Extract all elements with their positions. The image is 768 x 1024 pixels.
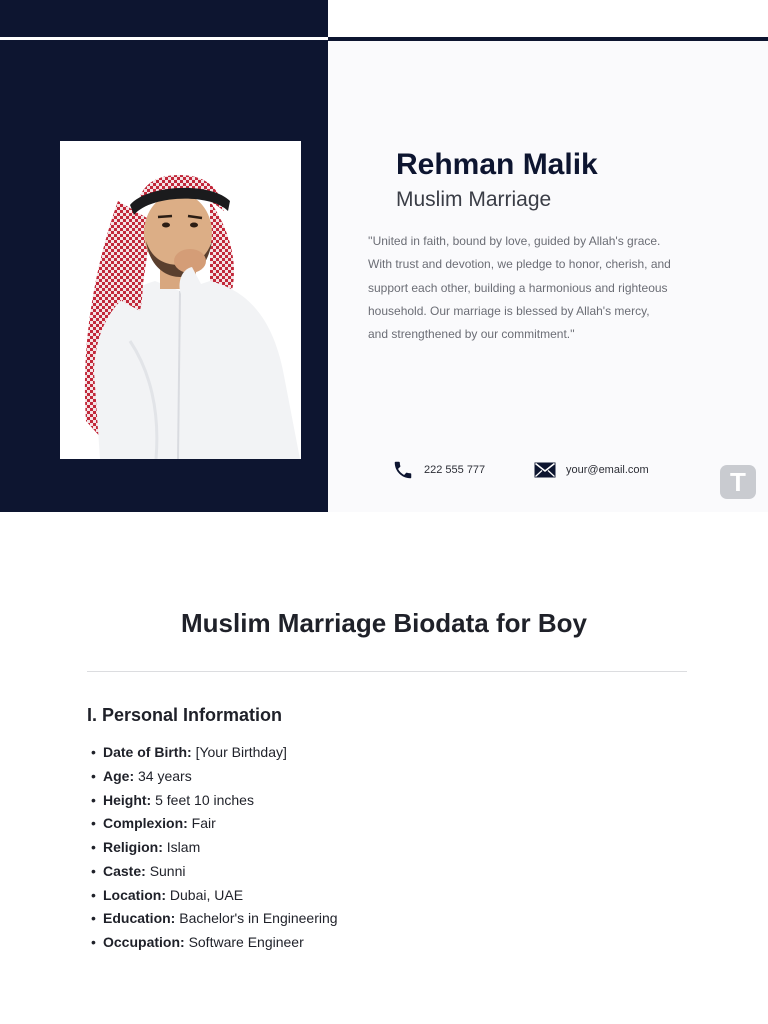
contact-phone[interactable] [392, 459, 485, 481]
list-item: • Height: 5 feet 10 inches [91, 791, 254, 808]
personal-info-list [91, 741, 338, 955]
list-item: • Education: Bachelor's in Engineering [91, 910, 338, 927]
document-title: Muslim Marriage Biodata for Boy [181, 608, 587, 638]
phone-icon [392, 459, 414, 481]
contact-email[interactable] [534, 459, 649, 481]
email-address: your@email.com [566, 464, 649, 476]
list-item: • Caste: Sunni [91, 862, 186, 879]
section-heading-personal-info: I. Personal Information [87, 705, 283, 725]
header-stripe-light [0, 37, 328, 40]
list-item: • Date of Birth: [Your Birthday] [91, 744, 287, 760]
list-item: • Age: 34 years [91, 767, 192, 784]
list-item: • Complexion: Fair [91, 815, 216, 832]
list-item: • Occupation: Software Engineer [91, 934, 304, 950]
list-item: • Location: Dubai, UAE [91, 886, 244, 903]
profile-quote: ''United in faith, bound by love, guided by Allah's grace. With trust and devotion, we pledge to honor, cherish, and support each other, building a harmonious and righteous household. Our marriage is blessed by Allah's mercy, and strengthened by our commitment.'' [368, 234, 671, 342]
profile-name: Rehman Malik [396, 148, 598, 181]
header-stripe-dark [328, 37, 768, 41]
header-top-strip [328, 0, 768, 38]
phone-number: 222 555 777 [424, 464, 486, 476]
profile-photo-illustration [60, 141, 301, 459]
template-logo-icon[interactable]: T [720, 465, 756, 499]
profile-photo [60, 141, 301, 459]
profile-subtitle: Muslim Marriage [396, 188, 552, 211]
title-divider [87, 671, 687, 672]
envelope-icon [534, 462, 556, 478]
list-item: • Religion: Islam [91, 839, 201, 855]
